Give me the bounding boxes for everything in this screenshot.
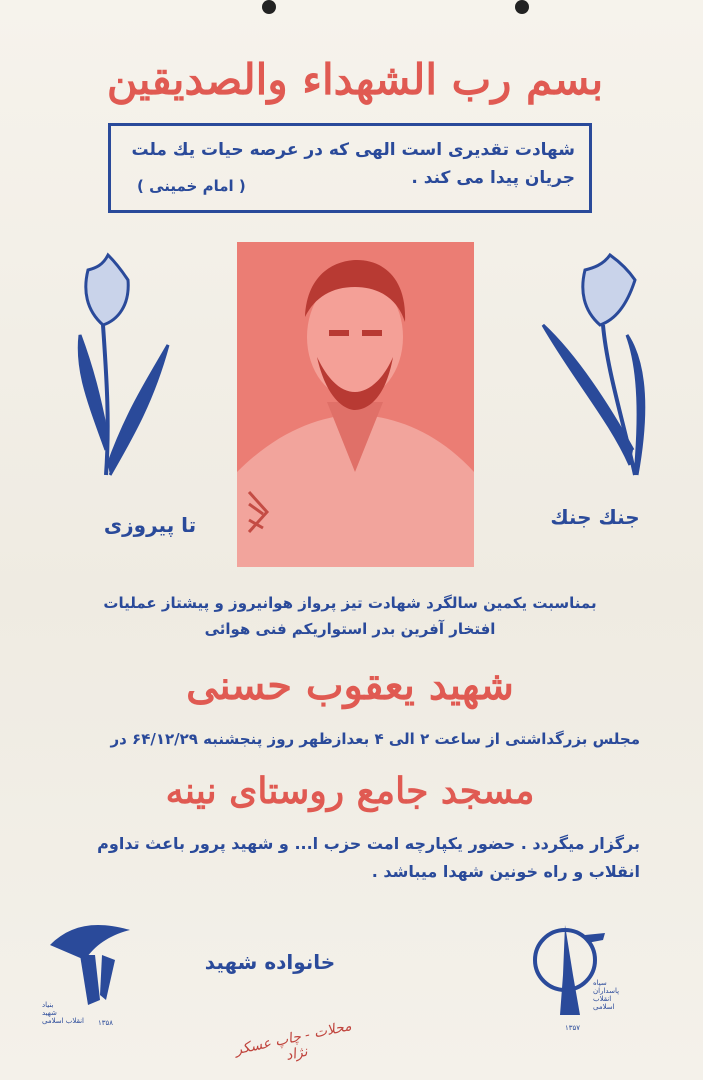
hang-hole-right: [515, 0, 529, 14]
martyr-name: شهید یعقوب حسنی: [186, 662, 514, 709]
occasion-line-2: افتخار آفرین بدر استواریکم فنی هوائی: [204, 620, 496, 638]
emblem-right-text-3: انقلاب: [593, 995, 612, 1003]
quote-attribution: ( امام خمینی ): [137, 177, 246, 195]
tulip-left-icon: [58, 250, 208, 480]
martyr-foundation-emblem-icon: [40, 915, 140, 1030]
emblem-right-text-2: پاسداران: [593, 987, 620, 995]
tulip-right-icon: [535, 250, 685, 480]
family-signature: خانواده شهید: [204, 950, 336, 974]
emblem-right-text-1: سپاه: [593, 979, 607, 987]
emblem-right-year: ۱۳۵۷: [565, 1024, 581, 1032]
quote-line-2: جریان پیدا می کند .: [411, 168, 575, 188]
emblem-left-year: ۱۳۵۸: [98, 1019, 114, 1027]
closing-line-1: برگزار میگردد . حضور یکپارچه امت حزب ا... و شهید پرور باعث تداوم: [97, 834, 640, 853]
closing-line-2: انقلاب و راه خونین شهدا میباشد .: [371, 862, 640, 881]
emblem-left-text-3: انقلاب اسلامی: [42, 1017, 84, 1025]
closing-text: [40, 830, 640, 886]
slogan-until-victory: تا پیروزی: [103, 513, 197, 537]
martyr-photo: [237, 242, 474, 567]
basmala-heading: بسم رب الشهداء والصدیقین: [106, 55, 604, 104]
emblem-right-text-4: اسلامی: [593, 1003, 615, 1011]
occasion-text: [90, 590, 610, 642]
emblem-left-text-1: بنیاد: [42, 1001, 54, 1009]
printer-credit: محلات - چاپ عسکر نژاد: [233, 1018, 353, 1064]
quote-box: [108, 123, 592, 213]
ceremony-text: مجلس بزرگداشتی از ساعت ۲ الی ۴ بعدازظهر روز پنجشنبه ۶۴/۱۲/۲۹ در: [110, 730, 640, 748]
slogan-war-war: جنك جنك: [550, 505, 640, 529]
portrait-image: [237, 242, 474, 567]
emblem-left-text-2: شهید: [42, 1009, 57, 1017]
irgc-emblem-icon: [525, 915, 635, 1035]
occasion-line-1: بمناسبت یکمین سالگرد شهادت تیز پرواز هوانیروز و پیشتاز عملیات: [103, 594, 597, 612]
hang-hole-left: [262, 0, 276, 14]
venue-name: مسجد جامع روستای نینه: [165, 770, 535, 812]
quote-line-1: شهادت تقدیری است الهی که در عرصه حیات یك ملت: [131, 140, 575, 160]
